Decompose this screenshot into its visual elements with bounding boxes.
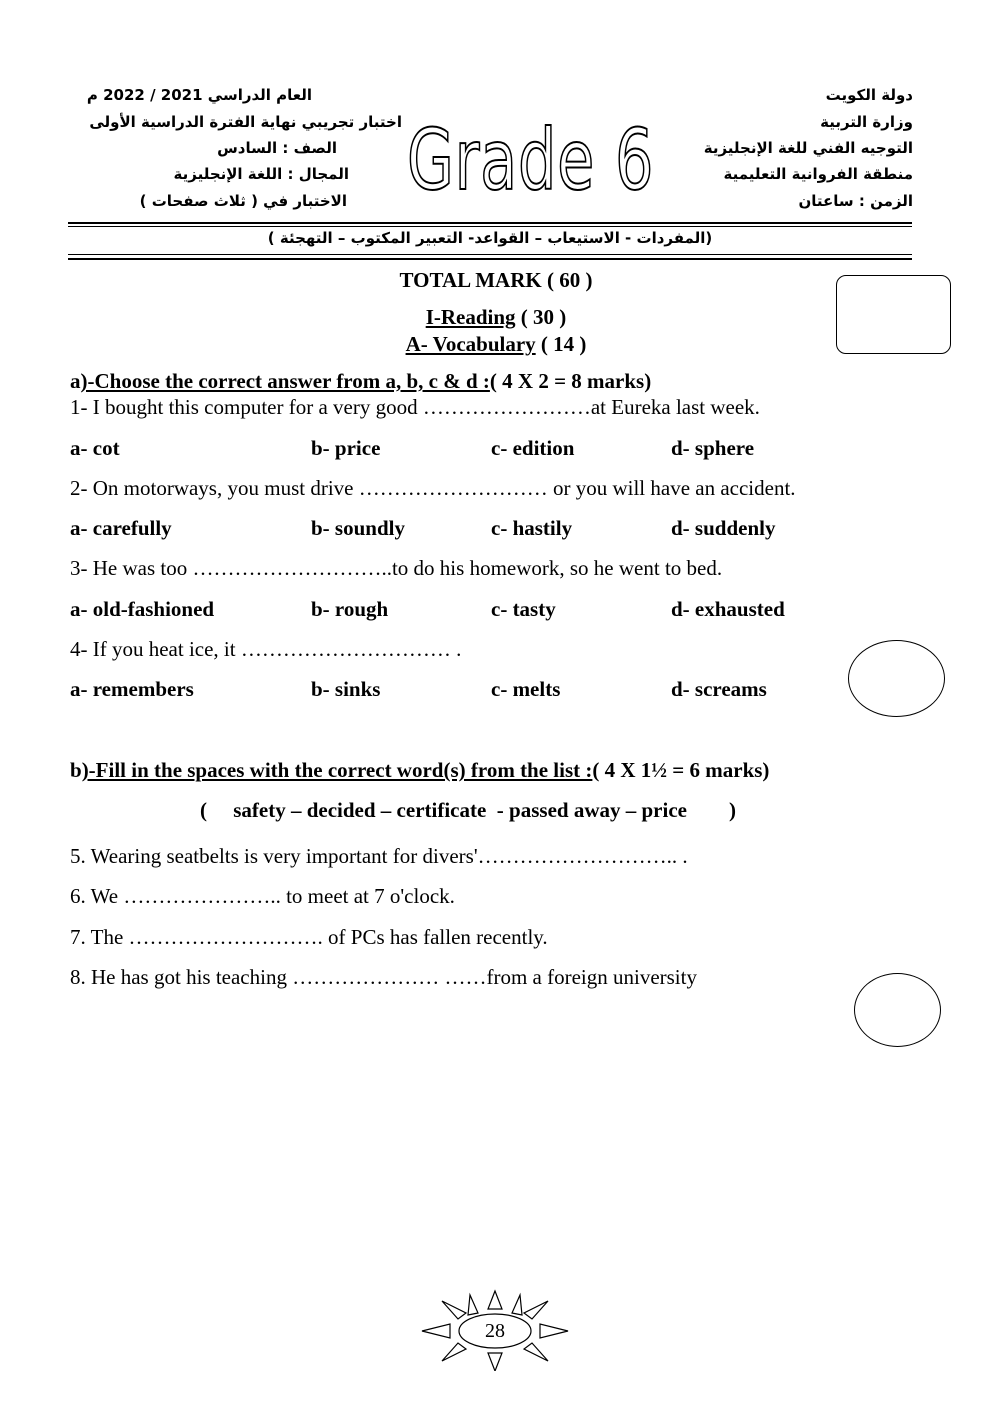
header-time: الزمن : ساعتان (798, 192, 913, 210)
part-b-instruction (70, 758, 769, 783)
vocabulary-label: A- Vocabulary (405, 332, 536, 356)
q1-option-c: c- edition (491, 436, 575, 460)
reading-mark: ( 30 ) (515, 305, 567, 329)
q2-option-c: c- hastily (491, 516, 573, 540)
q2-option-b: b- soundly (311, 516, 405, 540)
part-b-score-oval (854, 973, 941, 1047)
part-b-prefix: b (70, 758, 82, 782)
q1-option-d: d- sphere (671, 436, 755, 460)
q3-option-d: d- exhausted (671, 597, 785, 621)
header-exam-type: اختبار تجريبي نهاية الفترة الدراسية الأولى (89, 113, 402, 131)
q4-option-d: d- screams (671, 677, 767, 701)
vocabulary-mark: ( 14 ) (535, 332, 587, 356)
part-a-instruction-text: )-Choose the correct answer from a, b, c & d : (80, 369, 490, 393)
question-4: 4- If you heat ice, it ………………………… . (70, 637, 462, 661)
q1-option-b: b- price (311, 436, 381, 460)
reading-title (68, 305, 924, 330)
header-district: منطقة الفروانية التعليمية (723, 165, 913, 183)
header-divider-bottom (68, 258, 912, 260)
header-ministry: وزارة التربية (820, 113, 913, 131)
q3-option-b: b- rough (311, 597, 389, 621)
header-divider-bottom-thin (68, 254, 912, 255)
page-number: 28 (485, 1320, 505, 1342)
sentence-7: 7. The ………………………. of PCs has fallen recently. (70, 925, 548, 949)
header-pages: الاختبار في ( ثلاث صفحات ) (139, 192, 347, 210)
total-mark: TOTAL MARK ( 60 ) (399, 268, 593, 292)
q3-option-c: c- tasty (491, 597, 556, 621)
question-1: 1- I bought this computer for a very good ……………………at Eureka last week. (70, 395, 760, 419)
reading-label: I-Reading (425, 305, 516, 329)
grade-title: Grade 6 (407, 111, 655, 209)
header-divider-top (68, 222, 912, 224)
q3-option-a: a- old-fashioned (70, 597, 215, 621)
header-subject: المجال : اللغة الإنجليزية (173, 165, 349, 183)
header-class: الصف : السادس (217, 139, 337, 157)
sections-line: (المفردات - الاستيعاب – القواعد- التعبير المكتوب – التهجئة ) (267, 229, 713, 247)
header-supervision: التوجيه الفني للغة الإنجليزية (703, 139, 913, 157)
part-b-instruction-text: )-Fill in the spaces with the correct word(s) from the list : (81, 758, 593, 782)
q2-option-d: d- suddenly (671, 516, 776, 540)
part-b-marks: ( 4 X 1½ = 6 marks) (592, 758, 770, 782)
header-school-year: العام الدراسي 2021 / 2022 م (86, 86, 312, 104)
header-divider-top-thin (68, 226, 912, 227)
q2-option-a: a- carefully (70, 516, 172, 540)
vocabulary-title (68, 332, 924, 357)
sentence-6: 6. We ………………….. to meet at 7 o'clock. (70, 884, 455, 908)
q4-option-c: c- melts (491, 677, 561, 701)
q1-option-a: a- cot (70, 436, 120, 460)
part-a-score-oval (848, 640, 945, 717)
sentence-8: 8. He has got his teaching ………………… ……from a foreign university (70, 965, 697, 989)
part-a-marks: ( 4 X 2 = 8 marks) (489, 369, 652, 393)
part-a-prefix: a (70, 369, 81, 393)
question-3: 3- He was too ………………………..to do his homework, so he went to bed. (70, 556, 723, 580)
sentence-5: 5. Wearing seatbelts is very important for divers'……………………….. . (70, 844, 688, 868)
q4-option-b: b- sinks (311, 677, 381, 701)
word-list: ( safety – decided – certificate - passed away – price ) (200, 798, 736, 822)
q4-option-a: a- remembers (70, 677, 194, 701)
question-2: 2- On motorways, you must drive ……………………… or you will have an accident. (70, 476, 796, 500)
part-a-instruction (70, 369, 651, 394)
header-country: دولة الكويت (825, 86, 913, 104)
